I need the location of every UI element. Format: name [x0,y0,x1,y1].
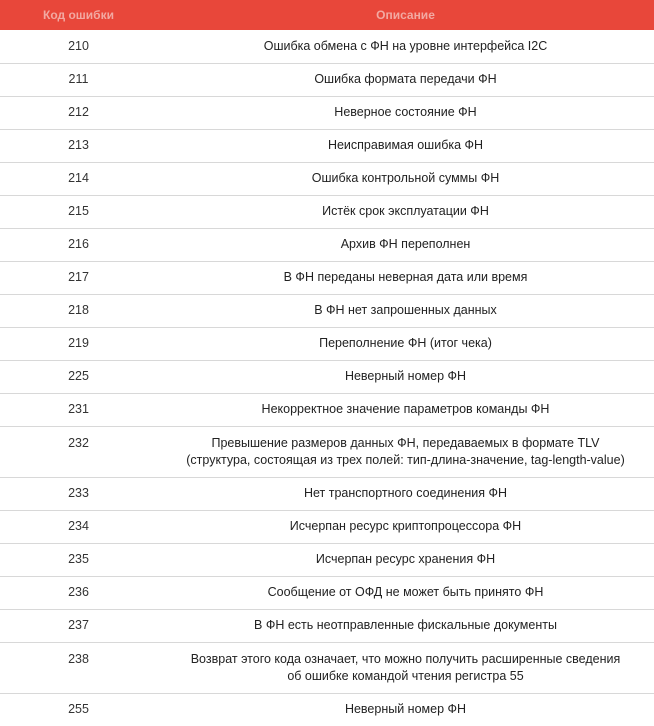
error-description-line: Исчерпан ресурс криптопроцессора ФН [289,519,522,533]
error-description-line: В ФН есть неотправленные фискальные документы [254,618,557,632]
error-description-line: Переполнение ФН (итог чека) [319,336,492,350]
table-row [0,510,654,543]
error-code-cell: 237 [0,609,157,642]
table-row [0,543,654,576]
error-description-cell [157,576,654,609]
table-row [0,30,654,63]
header-row [0,0,654,30]
error-description-line: Архив ФН переполнен [340,237,471,251]
table-row [0,477,654,510]
error-code-cell: 233 [0,477,157,510]
error-description-line: (структура, состоящая из трех полей: тип-длина-значение, tag-length-value) [186,452,625,467]
error-description-cell [157,360,654,393]
error-description-line: Ошибка формата передачи ФН [314,72,497,86]
error-description-cell [157,477,654,510]
error-code-cell: 211 [0,63,157,96]
error-description-line: Нет транспортного соединения ФН [303,486,508,500]
error-description-line: Некорректное значение параметров команды ФН [261,402,550,416]
error-description-line: Исчерпан ресурс хранения ФН [315,552,496,566]
error-description-cell [157,261,654,294]
table-row [0,294,654,327]
error-code-cell: 214 [0,162,157,195]
error-code-cell: 231 [0,393,157,426]
error-description-cell [157,129,654,162]
error-description-cell [157,393,654,426]
error-description-cell [157,543,654,576]
error-code-cell: 255 [68,702,89,717]
error-code-cell: 219 [0,327,157,360]
error-code-cell: 215 [0,195,157,228]
table-row [0,63,654,96]
table-row [0,162,654,195]
table-row [0,642,654,693]
error-code-cell: 232 [0,426,157,477]
table-body [0,30,654,726]
error-description-cell [157,327,654,360]
table-row [0,426,654,477]
error-description-line: об ошибке командой чтения регистра 55 [287,668,524,683]
error-code-cell: 212 [0,96,157,129]
error-description-line: Ошибка контрольной суммы ФН [311,171,500,185]
error-description-line: Ошибка обмена с ФН на уровне интерфейса I2C [263,38,548,53]
error-description-cell [157,228,654,261]
table-row [0,393,654,426]
table-row [0,261,654,294]
error-code-cell: 216 [0,228,157,261]
table-row [0,96,654,129]
table-row [0,228,654,261]
table-row [0,327,654,360]
error-code-cell: 217 [0,261,157,294]
table-row [0,360,654,393]
error-description-line: Превышение размеров данных ФН, передаваемых в формате TLV [211,435,600,450]
error-description-line: Неисправимая ошибка ФН [327,138,484,152]
error-description-cell [157,162,654,195]
error-description-cell [157,195,654,228]
error-description-cell [157,96,654,129]
error-code-cell: 236 [0,576,157,609]
error-description-line: Истёк срок эксплуатации ФН [322,204,489,218]
error-code-cell: 218 [0,294,157,327]
table-row [0,576,654,609]
table-row [0,609,654,642]
error-code-cell: 235 [0,543,157,576]
error-description-line: Неверный номер ФН [344,702,467,717]
error-description-cell [157,294,654,327]
error-code-cell: 234 [0,510,157,543]
error-description-cell [157,510,654,543]
error-description-line: Неверный номер ФН [344,369,467,383]
error-description-cell [157,426,654,477]
column-header-description: Описание [376,8,435,22]
column-header-code: Код ошибки [43,8,114,22]
table-row [0,195,654,228]
error-description-cell [157,693,654,726]
error-code-cell: 225 [0,360,157,393]
error-description-line: Сообщение от ОФД не может быть принято ФН [267,585,544,599]
error-description-line: В ФН нет запрошенных данных [314,303,497,317]
error-description-line: В ФН переданы неверная дата или время [283,270,528,284]
error-description-cell [157,609,654,642]
error-description-cell [157,642,654,693]
table-row [0,693,654,726]
table-row [0,129,654,162]
error-code-cell: 210 [0,30,157,63]
error-description-cell [157,30,654,63]
error-description-line: Неверное состояние ФН [334,105,477,119]
error-code-cell: 238 [0,642,157,693]
table-header [0,0,654,30]
error-code-cell: 213 [0,129,157,162]
error-description-cell [157,63,654,96]
error-description-line: Возврат этого кода означает, что можно получить расширенные сведения [190,651,621,666]
